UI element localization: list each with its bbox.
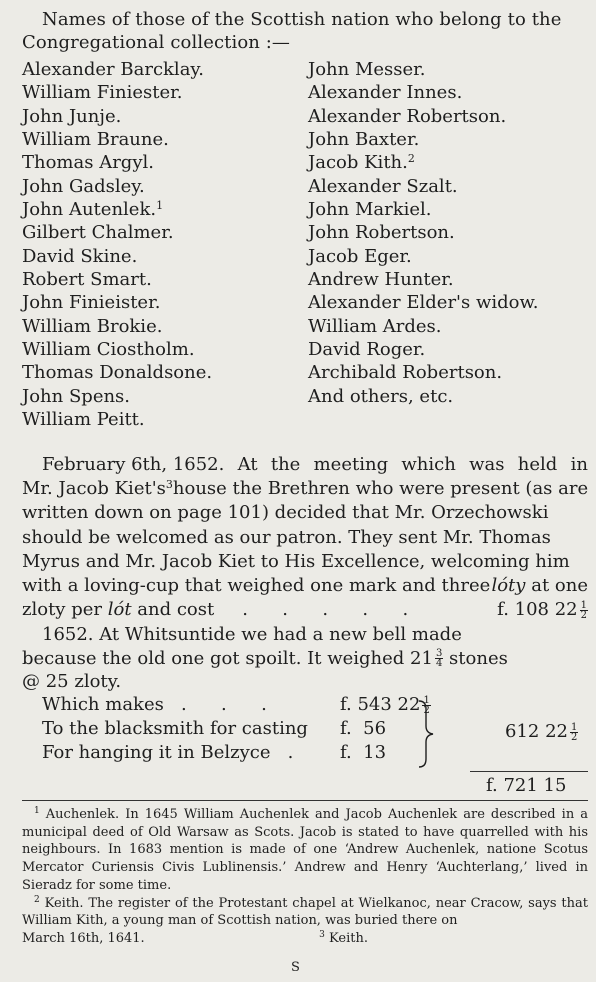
word: in [570,454,588,475]
name-entry: David Skine. [22,245,138,267]
denominator: 4 [435,658,443,670]
names-column-right [308,58,538,408]
text-span [491,574,588,598]
name-entry: John Junje. [22,105,122,127]
name-entry: William Brokie. [22,315,163,337]
name-entry: Archibald Robertson. [308,362,503,384]
name-entry-with-footnote [308,151,538,174]
name-entry: John Finieister. [22,292,161,314]
word: the [270,454,301,475]
name-entry: William Finiester. [22,82,183,104]
grand-total: f. 721 15 [486,775,567,796]
word: meeting [313,454,389,475]
word: which [401,454,456,475]
name-entry: David Roger. [308,339,426,361]
numerator: 3 [435,648,443,660]
footnote-2 [22,895,588,930]
name-entry: William Braune. [22,129,169,151]
text-line: written down on page 101) decided that Mr. Orzechowski [22,502,549,524]
name-entry: Alexander Robertson. [308,105,507,127]
text-line [22,574,588,598]
word: was [469,454,505,475]
amount-text: 612 22 [505,721,568,742]
name-entry: Jacob Eger. [308,245,412,267]
account-label: For hanging it in Belzyce . [42,741,294,763]
text-line [22,598,588,622]
account-row [22,717,588,741]
word: At [237,454,258,475]
denominator: 2 [423,704,430,716]
text-span [22,477,173,501]
account-label: Which makes . . . [42,694,267,715]
text-line: Myrus and Mr. Jacob Kiet to His Excellence, welcoming him [22,550,570,572]
name-entry: Thomas Donaldsone. [22,362,213,384]
footnote-separator [22,800,588,801]
footnote-mark: 3 [319,929,325,940]
amount-text: f. 108 22 [497,599,578,621]
footnote-text: Keith. [329,930,368,946]
name-entry: Alexander Barcklay. [22,59,204,80]
text-fragment: and cost [137,599,215,621]
footnotes [22,806,588,948]
footnote-mark: 3 [165,478,173,492]
text-fragment: stones [449,647,508,669]
footnote-text: Auchenlek. In 1645 William Auchenlek and Jacob Auchenlek are described in a municipal deed of Old Warsaw as Scots. Jacob is stated to have quarrelled with his neighbours. In 1683 mention is made of one ‘Andrew Auchenlek, natione Scotus Mercator Curiensis Civis Lublinensis.’ Andrew and Henry ‘Auchterlang,’ lived in Sieradz for some time. [22,807,588,893]
name-entry: William Ciostholm. [22,339,195,361]
paragraph-february-meeting [22,453,588,622]
account-amount: f. 56 [340,717,387,739]
name-entry: Andrew Hunter. [308,269,454,291]
name-entry: John Baxter. [308,129,420,151]
account-label: To the blacksmith for casting [42,717,308,739]
word: held [517,454,558,475]
account-row [22,693,588,717]
name-entry: John Spens. [22,385,131,407]
account-amount: f. 13 [340,741,387,763]
date-phrase: February 6th, 1652. [42,454,225,475]
text-line: should be welcomed as our patron. They sent Mr. Thomas [22,526,551,548]
denominator: 2 [570,731,578,743]
text-fragment: Mr. Jacob Kiet's [22,478,166,500]
sum-rule [470,771,588,772]
fraction-half [570,723,578,742]
text-line: 1652. At Whitsuntide we had a new bell made [42,624,462,645]
signature-mark: S [291,960,300,975]
account-row [22,741,588,765]
fraction-three-quarters [435,649,443,668]
name-text: John Autenlek. [22,199,157,221]
subtotal [505,721,578,742]
name-entry: Alexander Innes. [308,82,463,104]
text-line [22,477,588,501]
name-entry: William Peitt. [22,409,145,431]
italic-term: lót [107,599,132,621]
text-fragment: at one [531,575,588,597]
name-entry: Alexander Szalt. [308,175,458,197]
text-fragment: with a loving-cup that weighed one mark and three [22,575,491,597]
name-entry: John Gadsley. [22,175,145,197]
name-entry-with-footnote [22,198,212,221]
numerator: 1 [570,721,578,733]
text-fragment: because the old one got spoilt. It weighed 21 [22,647,433,669]
text-fragment: house the Brethren who were present (as are [172,478,589,500]
fraction-half [580,601,588,620]
name-entry: Alexander Elder's widow. [308,292,539,314]
footnote-1 [22,806,588,895]
name-text: Jacob Kith. [308,152,408,174]
name-entry: John Robertson. [308,222,455,244]
denominator: 2 [580,609,587,621]
name-entry: John Markiel. [308,199,432,221]
text-line [22,453,588,477]
footnote-3 [319,930,478,948]
paragraph-bell [22,623,588,694]
footnote-mark: 1 [34,806,40,816]
text-line: @ 25 zloty. [22,671,122,693]
italic-term: lóty [491,575,526,597]
footnote-last-line [22,930,588,948]
footnote-mark: 2 [34,894,40,905]
name-entry: Gilbert Chalmer. [22,222,174,244]
cost-amount [497,598,588,622]
intro-heading [22,8,588,54]
leader-dots: . . . . . [242,599,409,621]
name-entry: Robert Smart. [22,269,152,291]
curly-brace [416,699,436,769]
name-entry: And others, etc. [308,385,454,407]
footnote-text: Keith. The register of the Protestant chapel at Wielkanoc, near Cracow, says that William Kith, a young man of Scottish nation, was buried there on [22,895,589,929]
footnote-mark: 1 [156,199,164,213]
name-entry: William Ardes. [308,315,442,337]
names-column-left [22,58,212,432]
text-line [22,647,588,671]
numerator: 1 [423,694,430,706]
intro-line-1: Names of those of the Scottish nation who belong to the [42,9,562,30]
name-entry: Thomas Argyl. [22,152,154,174]
intro-line-2: Congregational collection :— [22,32,291,53]
footnote-text: March 16th, 1641. [22,930,145,946]
footnote-mark: 2 [407,152,415,166]
text-fragment: zloty per [22,599,102,621]
account-table [22,693,588,764]
amount-text: f. 543 22 [340,694,421,715]
numerator: 1 [580,599,587,611]
name-entry: John Messer. [308,59,426,80]
